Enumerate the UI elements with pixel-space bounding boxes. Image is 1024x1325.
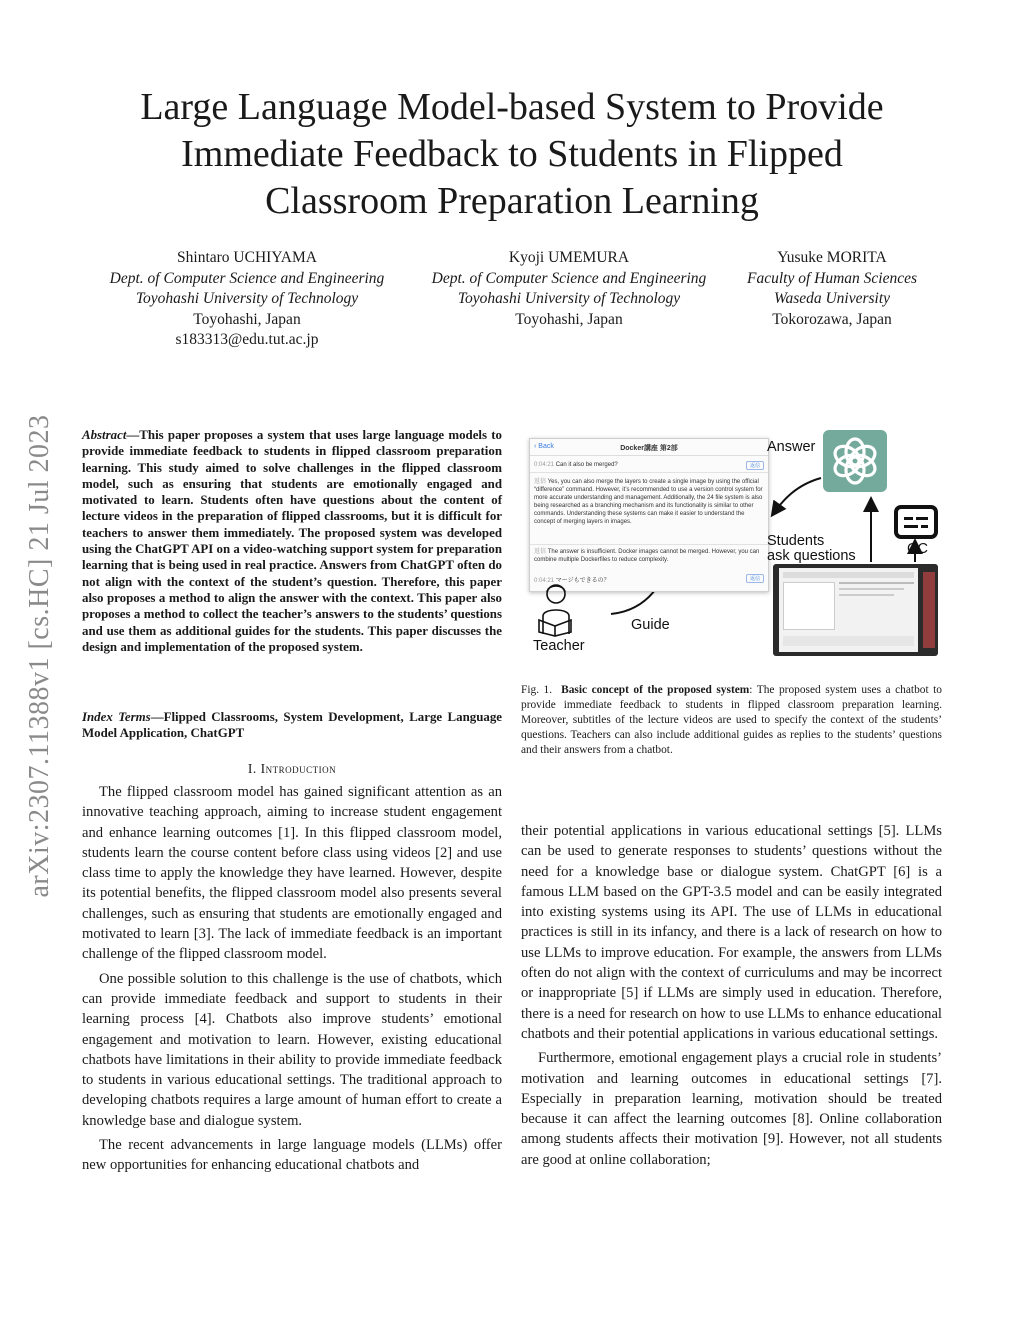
chat-timestamp: 0:04:21 [534, 462, 555, 468]
author-university: Toyohashi University of Technology [135, 290, 359, 307]
arxiv-identifier: arXiv:2307.11388v1 [cs.HC] 21 Jul 2023 [24, 414, 55, 898]
chat-timestamp: 0:04:21 [534, 578, 555, 584]
text-line [839, 594, 894, 596]
figure-caption [521, 683, 942, 758]
chat-teacher-reply [534, 548, 764, 564]
figure-1 [521, 430, 943, 680]
player-toolbar [783, 572, 914, 578]
chat-title: Docker講座 第2部 [620, 445, 678, 452]
paragraph: The flipped classroom model has gained significant attention as an innovative teaching approach, aiming to increase student engagement and enhance learning outcomes [1]. In this flipped classroom model, students learn the course content before class using videos [2] and use class time to apply the knowledge they have learned. However, despite its potential benefits, the flipped classroom model also presents several challenges, such as ensuring that students are emotionally engaged and motivated to learn [3]. The lack of immediate feedback is an important challenge of the flipped classroom model. [82, 784, 502, 963]
video-player-screenshot [773, 564, 938, 656]
chat-divider [530, 544, 768, 545]
chat-answer-text: Yes, you can also merge the layers to create a single image by using the official “difference” command. However, it’s recommended to use a version control system for more accurate understanding and management. Additionally, the 24 file system is also being researched as a branching mechanism and its functionality is similar to other commands. Understanding these systems can make it easier to understand the concept of merging layers in images. [534, 479, 763, 525]
guide-label: Guide [631, 617, 670, 633]
author-university: Waseda University [773, 290, 891, 307]
chatgpt-logo [823, 430, 887, 492]
cc-label: CC [907, 541, 928, 557]
paragraph: Furthermore, emotional engagement plays a crucial role in students’ motivation and learning outcomes in educational settings [7]. Especially in preparation learning, motivation should be treated because it can affect the learning outcomes [8]. Online collaboration among students affects their motivation [9]. However, not all students are good at online collaboration; [521, 1050, 942, 1168]
author-name: Kyoji UMEMURA [508, 249, 630, 266]
player-sidebar [923, 572, 935, 648]
author-dept: Dept. of Computer Science and Engineering [109, 269, 385, 287]
students-label-line: Students [767, 533, 825, 549]
right-column-body [521, 821, 942, 1170]
author-name: Yusuke MORITA [777, 249, 887, 266]
subtitles-icon [893, 504, 939, 540]
chat-back-button[interactable]: ‹ Back [534, 443, 554, 450]
author-dept: Dept. of Computer Science and Engineering [431, 269, 707, 287]
answer-label: Answer [767, 439, 816, 455]
left-column-body [82, 782, 502, 1176]
author-block [414, 248, 724, 330]
author-block [734, 248, 930, 330]
video-player-content [779, 568, 918, 652]
paragraph: their potential applications in various educational settings [5]. LLMs can be used to generate responses to students’ questions without the need for a knowledge base or dialogue system. ChatGPT [6] is a famous LLM based on the GPT-3.5 model and can be easily integrated into existing systems using its API. The use of LLMs in educational practices is still in its infancy, and there is a lack of research on how to use LLMs to improve education. For example, the answers from LLMs often do not align with the context of curriculums and may be incorrect or inappropriate [5] if LLMs are simply used in education. Therefore, there is a need for research on how to use LLMs to enhance educational chatbots and their potential applications in various educational settings. [521, 823, 942, 1042]
section-title: Introduction [260, 761, 337, 776]
author-location: Toyohashi, Japan [193, 310, 301, 328]
author-block [92, 248, 402, 351]
paper-title [90, 84, 934, 225]
reply-button[interactable]: 返信 [746, 461, 764, 470]
author-dept: Faculty of Human Sciences [746, 269, 917, 287]
paragraph: The recent advancements in large language models (LLMs) offer new opportunities for enhancing educational chatbots and [82, 1137, 502, 1174]
chat-divider [530, 472, 768, 473]
abstract-label: Abstract [82, 428, 127, 442]
video-frame [783, 582, 835, 630]
caption-label: Fig. 1. [521, 684, 553, 696]
author-location: Tokorozawa, Japan [772, 310, 892, 328]
section-heading [82, 761, 502, 777]
caption-bold: Basic concept of the proposed system [561, 684, 750, 696]
author-location: Toyohashi, Japan [515, 310, 623, 328]
index-terms-text: —Flipped Classrooms, System Development, Large Language Model Application, ChatGPT [82, 710, 502, 741]
students-label-line: ask questions [767, 548, 856, 564]
title-line: Classroom Preparation Learning [265, 180, 759, 222]
chat-reply-label: 返信 [534, 549, 547, 555]
openai-knot-icon [823, 430, 887, 492]
title-line: Immediate Feedback to Students in Flipped [181, 133, 843, 175]
index-terms-label: Index Terms [82, 710, 151, 724]
reply-button[interactable]: 返信 [746, 574, 764, 583]
chat-answer [534, 478, 764, 526]
section-number: I. [247, 761, 257, 776]
chat-window [529, 438, 769, 592]
player-controls [783, 636, 914, 646]
students-label [767, 534, 856, 564]
text-line [839, 582, 914, 584]
index-terms [82, 709, 502, 742]
abstract-text: —This paper proposes a system that uses large language models to provide immediate feedback to students in flipped classroom preparation learning. This study aimed to solve challenges in the flipped classroom model, such as ensuring that students are emotionally engaged and motivated to learn. Students often have questions about the content of lecture videos in the preparation of flipped classrooms, but it is difficult for teachers to answer them immediately. The proposed system was developed using the ChatGPT API on a video-watching support system for preparation learning that is being used in real practice. Answers from ChatGPT often do not align with the context of the student’s question. Therefore, this paper also proposes a method to align the answer with the context. This paper also proposes a method to collect the teacher’s answers to the students’ questions and use them as additional guides for the students. This paper discusses the design and implementation of the proposed system. [82, 428, 502, 654]
author-university: Toyohashi University of Technology [457, 290, 681, 307]
answer-arrow [773, 478, 821, 514]
closed-caption-icon [893, 504, 939, 540]
paragraph: One possible solution to this challenge is the use of chatbots, which can provide immediate feedback and support to students in their learning process [4]. Chatbots also improve students’ emotional engagement and motivation to learn. However, existing educational chatbots have limitations in their ability to provide immediate feedback to students in various educational settings. The traditional approach to developing chatbots requires a large amount of human effort to create a knowledge base and dialogue system. [82, 970, 502, 1129]
chat-back-label: Back [538, 443, 554, 450]
chat-reply-text: The answer is insufficient. Docker images cannot be merged. However, you can combine multiple Dockerfiles to reduce complexity. [534, 549, 760, 563]
title-line: Large Language Model-based System to Provide [140, 86, 884, 128]
text-line [839, 588, 904, 590]
chat-header [530, 439, 768, 456]
chat-answer-label: 返信 [534, 479, 547, 485]
caption-text: : The proposed system uses a chatbot to provide immediate feedback to students in flipped classroom preparation learning. Moreover, subtitles of the lecture videos are used to specify the context of the students’ questions. Teachers can also include additional guides as replies to the students’ questions and their answers from a chatbot. [521, 684, 942, 757]
author-name: Shintaro UCHIYAMA [177, 249, 317, 266]
teacher-icon [533, 580, 579, 638]
teacher-label: Teacher [533, 638, 585, 654]
chat-question-text: マージもできるの？ [555, 578, 610, 584]
chat-question-text: Can it also be merged? [555, 462, 618, 468]
chat-question [534, 462, 764, 468]
author-email: s183313@edu.tut.ac.jp [175, 331, 319, 348]
abstract [82, 427, 502, 655]
